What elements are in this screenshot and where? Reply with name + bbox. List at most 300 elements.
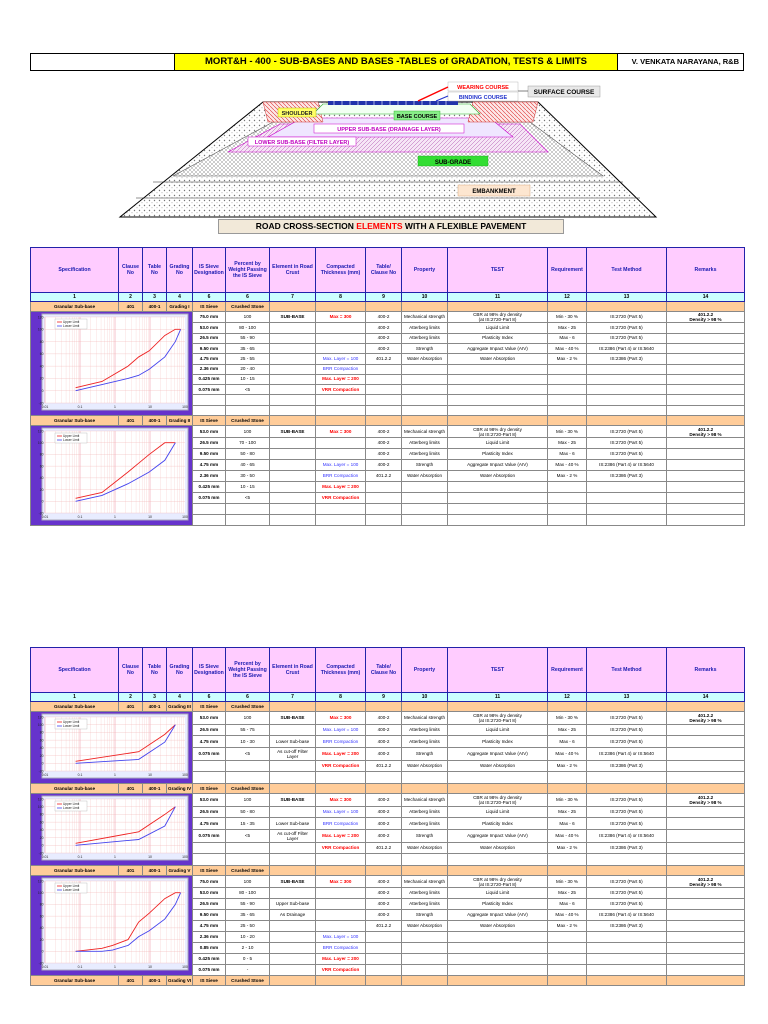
requirement-cell: Max - 25 [548, 806, 587, 818]
test-cbr: CBR at 98% dry density [473, 312, 522, 318]
percent-cell: <5 [226, 747, 270, 760]
percent-cell: 10 - 15 [226, 482, 270, 493]
requirement-cell: Max - 40 % [548, 829, 587, 842]
remarks-clause: 401.2.2 [697, 712, 714, 718]
grading-no: Grading V [167, 866, 193, 876]
sieve-cell: 53.0 mm [193, 794, 226, 807]
document-title: MORT&H - 400 - SUB-BASES AND BASES -TABLES of GRADATION, TESTS & LIMITS [174, 54, 618, 70]
test-cbr: CBR at 98% dry density [473, 794, 522, 800]
col-test-header: TEST [448, 648, 548, 693]
property-cell: Water Absorption [402, 471, 448, 482]
percent-cell: 100 [226, 876, 270, 888]
legend-upper-label: Upper Limit [62, 884, 79, 889]
spec-name: Granular Sub-base [31, 784, 119, 794]
y-tick-label: 80 [39, 452, 43, 457]
method-cell: IS:2720 (Part 5) [587, 333, 667, 343]
x-tick-label: 10 [147, 405, 152, 409]
y-tick-label: 0 [41, 949, 43, 954]
property-cell: Atterberg limits [402, 899, 448, 910]
colnum: 11 [448, 293, 548, 302]
gradation-chart-grading-4 [33, 794, 191, 862]
sieve-cell: 0.075 mm [193, 747, 226, 760]
thickness-cell: BRR Compaction [316, 736, 366, 748]
y-tick-label: 120 [37, 429, 43, 434]
grading-no: Grading III [167, 702, 193, 712]
x-tick-label: 0.01 [41, 855, 48, 859]
table-row [31, 794, 745, 807]
method-cell: IS:2720 (Part 5) [587, 312, 667, 323]
sieve-subheader: IS Sieve [193, 976, 226, 986]
percent-cell: - [226, 964, 270, 975]
y-tick-label: 20 [39, 376, 43, 381]
legend-lower-label: Lower Limit [62, 438, 79, 443]
y-tick-label: -20 [38, 511, 43, 516]
method-cell: IS:2720 (Part 5) [587, 426, 667, 438]
y-tick-label: 100 [37, 891, 43, 896]
property-cell: Strength [402, 829, 448, 842]
sieve-cell: 26.5 mm [193, 333, 226, 343]
colnum: 6 [226, 293, 270, 302]
tableclause-cell: 400-2 [366, 724, 402, 736]
property-cell: Water Absorption [402, 354, 448, 364]
x-tick-label: 100 [181, 405, 188, 409]
x-tick-label: 0.01 [41, 405, 48, 409]
spec-name: Granular Sub-base [31, 702, 119, 712]
sieve-cell: 0.425 mm [193, 482, 226, 493]
table-no: 400-1 [143, 866, 167, 876]
property-cell: Strength [402, 343, 448, 353]
method-cell: IS:2386 (Part 4) or IS:5640 [587, 747, 667, 760]
colnum: 6 [226, 693, 270, 702]
method-cell: IS:2386 (Part 4) or IS:5640 [587, 460, 667, 471]
thickness-cell: Max = 300 [316, 712, 366, 725]
chart-legend [55, 883, 87, 893]
sieve-cell: 53.0 mm [193, 323, 226, 333]
sieve-cell: 26.5 mm [193, 806, 226, 818]
thickness-cell: BRR Compaction [316, 943, 366, 954]
chart-legend [55, 719, 87, 729]
thickness-cell: Max. Layer = 100 [316, 724, 366, 736]
col-spec-header: Specification [31, 648, 119, 693]
method-cell: IS:2720 (Part 5) [587, 876, 667, 888]
test-cell: Liquid Limit [448, 724, 548, 736]
requirement-cell: Max - 6 [548, 736, 587, 748]
y-tick-label: 0 [41, 389, 43, 394]
col-spec-header: Specification [31, 248, 119, 293]
y-tick-label: 0 [41, 843, 43, 848]
y-tick-label: 100 [37, 723, 43, 728]
percent-cell: 15 - 35 [226, 818, 270, 830]
method-cell: IS:2386 (Part 4) or IS:5640 [587, 910, 667, 921]
table-row [31, 426, 745, 438]
x-tick-label: 0.01 [41, 515, 48, 519]
col-sieve-header: IS Sieve Designation [193, 248, 226, 293]
thickness-cell: VRR Compaction [316, 760, 366, 772]
requirement-cell: Max - 40 % [548, 747, 587, 760]
col-percent-header: Percent by Weight Passing the IS Sieve [226, 648, 270, 693]
surface-course-label: SURFACE COURSE [533, 89, 595, 96]
thickness-cell: VRR Compaction [316, 493, 366, 504]
property-cell: Atterberg limits [402, 736, 448, 748]
y-tick-label: 120 [37, 879, 43, 884]
tableclause-cell: 400-2 [366, 747, 402, 760]
test-cell: Liquid Limit [448, 438, 548, 449]
test-cell: Aggregate Impact Value (AIV) [448, 343, 548, 353]
test-cell: Aggregate Impact Value (AIV) [448, 747, 548, 760]
grading-no: Grading II [167, 416, 193, 426]
y-tick-label: 20 [39, 487, 43, 492]
test-cbr-part: (at IS:2720-Part 8) [478, 717, 517, 723]
col-thickness-header: Compacted Thickness (mm) [316, 248, 366, 293]
percent-cell: 25 - 50 [226, 921, 270, 932]
test-cbr-part: (at IS:2720-Part 8) [478, 881, 517, 887]
thickness-cell: Max. Layer = 100 [316, 354, 366, 364]
clause-no: 401 [119, 416, 143, 426]
requirement-cell: Max - 2 % [548, 354, 587, 364]
clause-no: 401 [119, 702, 143, 712]
caption-part-3: WITH A FLEXIBLE PAVEMENT [402, 221, 527, 231]
thickness-cell: BRR Compaction [316, 471, 366, 482]
element-cell: As cut-off Filter Layer [270, 829, 316, 842]
percent-cell: 2 - 10 [226, 943, 270, 954]
thickness-cell: Max. Layer = 100 [316, 932, 366, 943]
tableclause-cell: 400-2 [366, 794, 402, 807]
y-tick-label: -20 [38, 401, 43, 406]
y-tick-label: 60 [39, 738, 43, 743]
method-cell: IS:2386 (Part 3) [587, 354, 667, 364]
method-cell: IS:2720 (Part 5) [587, 438, 667, 449]
remarks-density: Density > 98 % [689, 431, 722, 437]
colnum: 3 [143, 293, 167, 302]
stone-subheader: Crushed Stone [226, 976, 270, 986]
requirement-cell: Min - 30 % [548, 794, 587, 807]
gradation-chart-grading-2 [33, 426, 191, 522]
colnum: 1 [31, 293, 119, 302]
sieve-subheader: IS Sieve [193, 866, 226, 876]
title-bar [30, 53, 744, 71]
y-tick-label: 80 [39, 902, 43, 907]
y-tick-label: 20 [39, 937, 43, 942]
grading-header-row [31, 416, 745, 426]
y-tick-label: 80 [39, 812, 43, 817]
col-element-header: Element in Road Crust [270, 248, 316, 293]
remarks-cell [667, 426, 745, 438]
requirement-cell: Min - 30 % [548, 312, 587, 323]
colnum: 4 [167, 693, 193, 702]
percent-cell: <5 [226, 385, 270, 395]
method-cell: IS:2720 (Part 5) [587, 736, 667, 748]
grading-header-row [31, 702, 745, 712]
method-cell: IS:2720 (Part 5) [587, 899, 667, 910]
element-cell: SUB-BASE [270, 312, 316, 323]
gradation-chart-cell [31, 794, 193, 866]
x-tick-label: 1 [113, 773, 116, 777]
gradation-chart-cell [31, 712, 193, 784]
column-number-row [31, 693, 745, 702]
method-cell: IS:2720 (Part 5) [587, 794, 667, 807]
percent-cell: 100 [226, 794, 270, 807]
x-tick-label: 0.1 [77, 773, 82, 777]
sieve-cell: 26.5 mm [193, 438, 226, 449]
gradation-chart-cell [31, 876, 193, 976]
element-cell: SUB-BASE [270, 794, 316, 807]
col-percent-header: Percent by Weight Passing the IS Sieve [226, 248, 270, 293]
thickness-cell: Max = 300 [316, 794, 366, 807]
percent-cell: 55 - 90 [226, 899, 270, 910]
sieve-subheader: IS Sieve [193, 702, 226, 712]
remarks-density: Density > 98 % [689, 881, 722, 887]
thickness-cell: Max. Layer = 200 [316, 953, 366, 964]
property-cell: Mechanical strength [402, 876, 448, 888]
remarks-clause: 401.2.2 [697, 426, 714, 432]
element-cell: Lower Sub-base [270, 736, 316, 748]
grading-header-row [31, 302, 745, 312]
percent-cell: 70 - 100 [226, 438, 270, 449]
sieve-cell: 0.425 mm [193, 374, 226, 384]
wearing-course-label: WEARING COURSE [457, 85, 509, 91]
sieve-cell: 4.75 mm [193, 354, 226, 364]
percent-cell: 100 [226, 312, 270, 323]
colnum: 13 [587, 293, 667, 302]
tableclause-cell: 400-2 [366, 426, 402, 438]
table-no: 400-1 [143, 416, 167, 426]
stone-subheader: Crushed Stone [226, 702, 270, 712]
tableclause-cell: 400-2 [366, 343, 402, 353]
colnum: 10 [402, 693, 448, 702]
grading-no: Grading IV [167, 784, 193, 794]
sieve-cell: 9.50 mm [193, 910, 226, 921]
thickness-cell: VRR Compaction [316, 964, 366, 975]
legend-lower-label: Lower Limit [62, 724, 79, 729]
legend-lower-label: Lower Limit [62, 806, 79, 811]
colnum: 4 [167, 293, 193, 302]
sieve-cell: 75.0 mm [193, 876, 226, 888]
remarks-clause: 401.2.2 [697, 876, 714, 882]
percent-cell: 35 - 65 [226, 910, 270, 921]
tableclause-cell: 400-2 [366, 323, 402, 333]
method-cell: IS:2720 (Part 5) [587, 818, 667, 830]
test-cell: Aggregate Impact Value (AIV) [448, 910, 548, 921]
method-cell: IS:2386 (Part 3) [587, 921, 667, 932]
percent-cell: 50 - 80 [226, 806, 270, 818]
requirement-cell: Max - 6 [548, 333, 587, 343]
col-requirement-header: Requirement [548, 248, 587, 293]
property-cell: Strength [402, 747, 448, 760]
sieve-cell: 9.50 mm [193, 343, 226, 353]
lower-sub-base-label: LOWER SUB-BASE (FILTER LAYER) [254, 140, 350, 146]
x-tick-label: 0.01 [41, 773, 48, 777]
column-number-row [31, 293, 745, 302]
percent-cell: 35 - 65 [226, 343, 270, 353]
percent-cell: 80 - 100 [226, 323, 270, 333]
sieve-cell: 0.075 mm [193, 385, 226, 395]
sieve-cell: 0.85 mm [193, 943, 226, 954]
col-table-header: Table No [143, 248, 167, 293]
spec-name: Granular Sub-base [31, 416, 119, 426]
tableclause-cell: 400-2 [366, 910, 402, 921]
sieve-cell: 2.36 mm [193, 471, 226, 482]
tableclause-cell: 400-2 [366, 449, 402, 460]
method-cell: IS:2720 (Part 5) [587, 449, 667, 460]
chart-legend [55, 801, 87, 811]
percent-cell: 20 - 40 [226, 364, 270, 374]
sieve-cell: 2.36 mm [193, 364, 226, 374]
x-tick-label: 0.1 [77, 515, 82, 519]
property-cell: Water Absorption [402, 842, 448, 854]
colnum: 6 [193, 693, 226, 702]
thickness-cell: VRR Compaction [316, 385, 366, 395]
tableclause-cell: 400-2 [366, 876, 402, 888]
col-remarks-header: Remarks [667, 648, 745, 693]
remarks-cell [667, 312, 745, 323]
requirement-cell: Min - 30 % [548, 712, 587, 725]
element-cell: Upper Sub-base [270, 899, 316, 910]
x-tick-label: 1 [113, 515, 116, 519]
gradation-chart-cell [31, 312, 193, 416]
x-tick-label: 100 [181, 965, 188, 969]
stone-subheader: Crushed Stone [226, 416, 270, 426]
requirement-cell: Max - 2 % [548, 471, 587, 482]
y-tick-label: 120 [37, 715, 43, 720]
col-requirement-header: Requirement [548, 648, 587, 693]
property-cell: Strength [402, 910, 448, 921]
y-tick-label: 80 [39, 339, 43, 344]
tableclause-cell: 400-2 [366, 333, 402, 343]
remarks-clause: 401.2.2 [697, 794, 714, 800]
tableclause-cell: 401.2.2 [366, 471, 402, 482]
y-tick-label: -20 [38, 851, 43, 856]
test-cell: Water Absorption [448, 354, 548, 364]
column-header-row [31, 648, 745, 693]
requirement-cell: Max - 40 % [548, 343, 587, 353]
sieve-subheader: IS Sieve [193, 784, 226, 794]
sieve-subheader: IS Sieve [193, 416, 226, 426]
col-table-header: Table No [143, 648, 167, 693]
gradation-chart-cell [31, 426, 193, 526]
y-tick-label: 0 [41, 499, 43, 504]
test-cell [448, 794, 548, 807]
gradation-chart-grading-1 [33, 312, 191, 412]
test-cell: Plasticity Index [448, 333, 548, 343]
element-cell: SUB-BASE [270, 876, 316, 888]
tableclause-cell: 400-2 [366, 312, 402, 323]
property-cell: Mechanical strength [402, 712, 448, 725]
sieve-cell: 0.075 mm [193, 493, 226, 504]
test-cbr: CBR at 98% dry density [473, 426, 522, 432]
y-tick-label: 60 [39, 820, 43, 825]
requirement-cell: Max - 6 [548, 449, 587, 460]
thickness-cell: Max = 300 [316, 426, 366, 438]
thickness-cell: BRR Compaction [316, 818, 366, 830]
wearing-arrow [418, 87, 448, 101]
y-tick-label: 0 [41, 761, 43, 766]
method-cell: IS:2386 (Part 4) or IS:5640 [587, 343, 667, 353]
y-tick-label: 60 [39, 464, 43, 469]
requirement-cell: Max - 25 [548, 888, 587, 899]
colnum: 11 [448, 693, 548, 702]
method-cell: IS:2720 (Part 5) [587, 888, 667, 899]
y-tick-label: 40 [39, 926, 43, 931]
property-cell: Atterberg limits [402, 888, 448, 899]
x-tick-label: 0.01 [41, 965, 48, 969]
requirement-cell: Max - 6 [548, 899, 587, 910]
clause-no: 401 [119, 784, 143, 794]
table-row [31, 312, 745, 323]
colnum: 9 [366, 293, 402, 302]
legend-upper-label: Upper Limit [62, 720, 79, 725]
test-cell [448, 312, 548, 323]
x-tick-label: 10 [147, 773, 152, 777]
y-tick-label: 20 [39, 753, 43, 758]
col-test-header: TEST [448, 248, 548, 293]
sieve-cell: 75.0 mm [193, 312, 226, 323]
requirement-cell: Max - 6 [548, 818, 587, 830]
col-grading-header: Grading No [167, 248, 193, 293]
legend-lower-label: Lower Limit [62, 324, 79, 329]
thickness-cell: Max. Layer = 200 [316, 829, 366, 842]
element-cell: SUB-BASE [270, 712, 316, 725]
method-cell: IS:2720 (Part 5) [587, 806, 667, 818]
tableclause-cell: 400-2 [366, 829, 402, 842]
x-tick-label: 0.1 [77, 855, 82, 859]
x-tick-label: 1 [113, 855, 116, 859]
thickness-cell: Max = 300 [316, 876, 366, 888]
remarks-cell [667, 794, 745, 807]
method-cell: IS:2386 (Part 3) [587, 471, 667, 482]
test-cell: Liquid Limit [448, 806, 548, 818]
requirement-cell: Max - 40 % [548, 910, 587, 921]
requirement-cell: Max - 2 % [548, 842, 587, 854]
test-cbr: CBR at 98% dry density [473, 876, 522, 882]
thickness-cell: VRR Compaction [316, 842, 366, 854]
requirement-cell: Max - 2 % [548, 760, 587, 772]
colnum: 14 [667, 693, 745, 702]
sieve-cell: 9.50 mm [193, 449, 226, 460]
test-cell [448, 876, 548, 888]
remarks-clause: 401.2.2 [697, 312, 714, 318]
table-no: 400-1 [143, 302, 167, 312]
tableclause-cell: 400-2 [366, 806, 402, 818]
embankment-label: EMBANKMENT [472, 189, 516, 195]
table-row [31, 712, 745, 725]
stone-subheader: Crushed Stone [226, 866, 270, 876]
sieve-cell: 53.0 mm [193, 712, 226, 725]
author-label: V. VENKATA NARAYANA, R&B [631, 57, 739, 66]
test-cell: Water Absorption [448, 471, 548, 482]
colnum: 10 [402, 293, 448, 302]
element-cell: Lower Sub-base [270, 818, 316, 830]
table-no: 400-1 [143, 784, 167, 794]
x-tick-label: 100 [181, 515, 188, 519]
sieve-cell: 26.5 mm [193, 724, 226, 736]
clause-no: 401 [119, 302, 143, 312]
x-tick-label: 0.1 [77, 965, 82, 969]
sieve-cell: 0.425 mm [193, 953, 226, 964]
method-cell: IS:2720 (Part 5) [587, 724, 667, 736]
thickness-cell: Max. Layer = 200 [316, 374, 366, 384]
percent-cell: 30 - 50 [226, 471, 270, 482]
colnum: 3 [143, 693, 167, 702]
col-property-header: Property [402, 248, 448, 293]
colnum: 8 [316, 693, 366, 702]
caption-elements: ELEMENTS [356, 221, 403, 231]
tableclause-cell: 400-2 [366, 888, 402, 899]
table-no: 400-1 [143, 702, 167, 712]
property-cell: Atterberg limits [402, 333, 448, 343]
property-cell: Atterberg limits [402, 724, 448, 736]
thickness-cell: Max. Layer = 200 [316, 482, 366, 493]
y-tick-label: 40 [39, 828, 43, 833]
